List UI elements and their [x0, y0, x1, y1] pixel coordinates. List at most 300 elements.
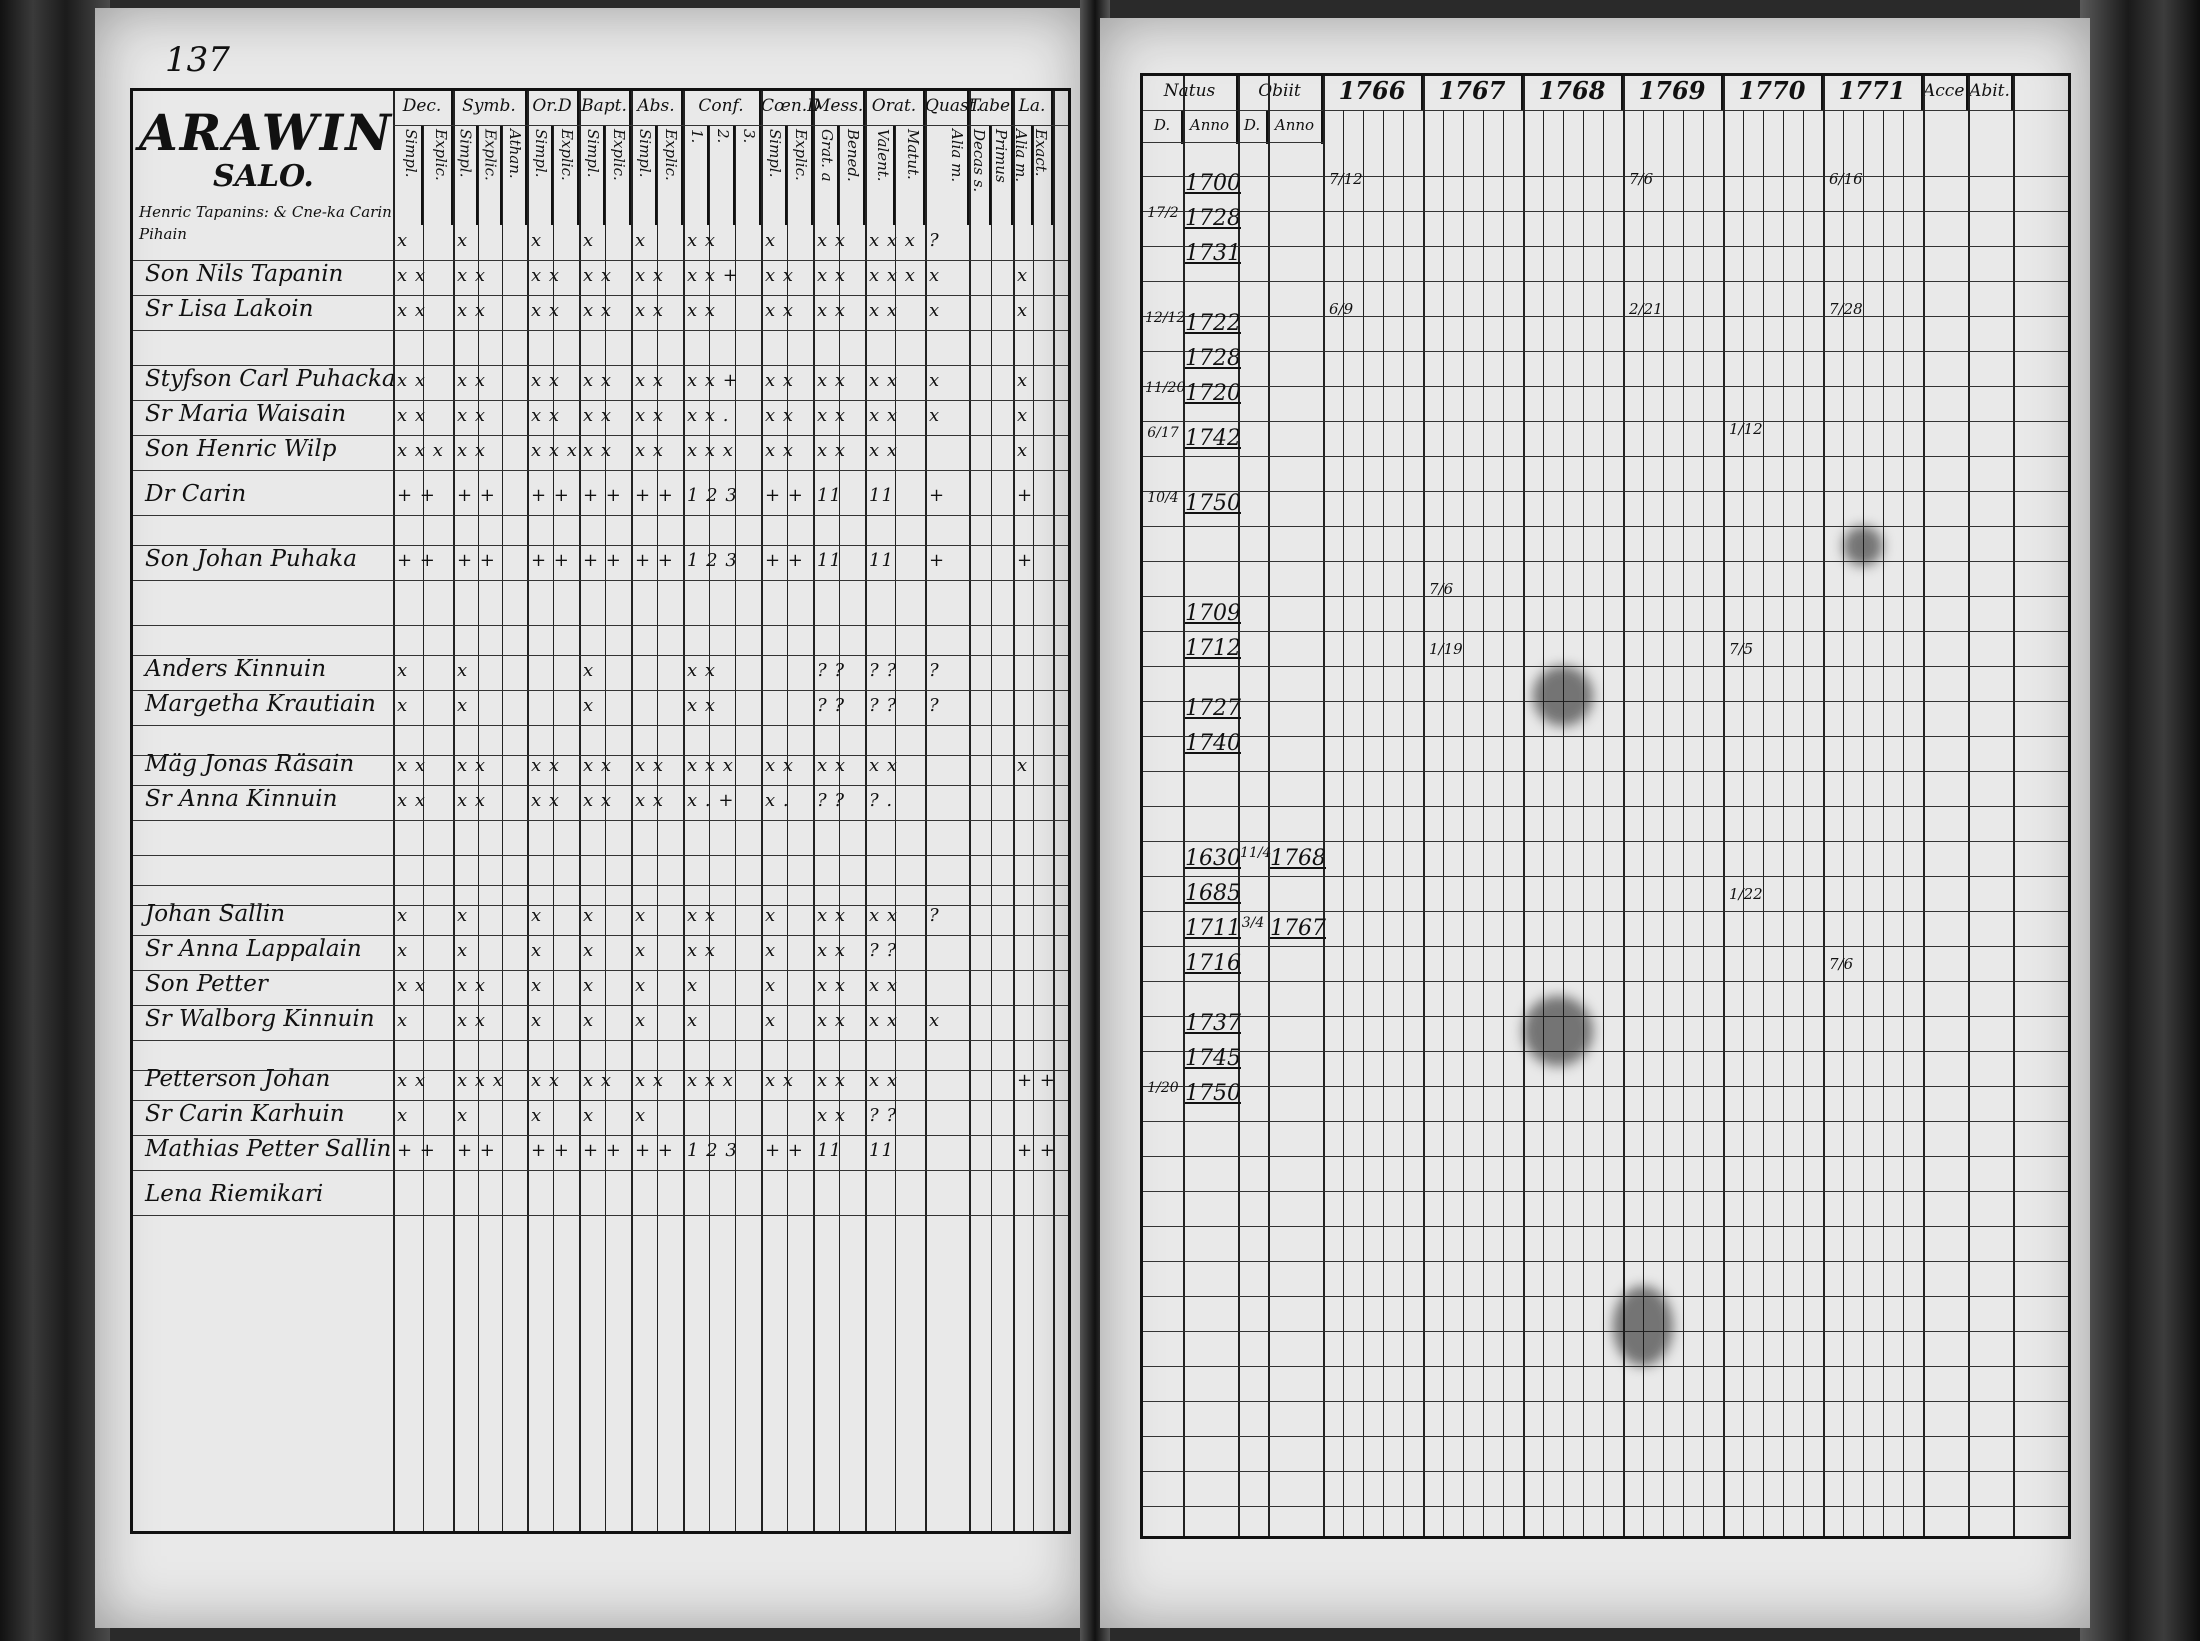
catechism-mark: x — [583, 230, 595, 251]
catechism-mark: x x — [869, 370, 899, 391]
row-rule — [1143, 351, 2068, 352]
catechism-mark: x x — [635, 755, 665, 776]
column-header-6: Cœn.D — [761, 91, 813, 125]
row-rule — [133, 1215, 1068, 1216]
row-rule — [1143, 736, 2068, 737]
person-name: Sr Walborg Kinnuin — [145, 1006, 375, 1032]
ink-smudge — [1613, 1286, 1673, 1366]
row-rule — [1143, 1016, 2068, 1017]
row-rule — [1143, 1331, 2068, 1332]
column-header-8: Orat. — [865, 91, 925, 125]
catechism-mark: x — [929, 300, 941, 321]
row-rule — [1143, 1261, 2068, 1262]
catechism-mark: x x — [765, 755, 795, 776]
row-rule — [1143, 281, 2068, 282]
catechism-mark: + + — [397, 485, 436, 506]
catechism-mark: x x — [765, 370, 795, 391]
catechism-mark: x x — [817, 1105, 847, 1126]
catechism-mark: + + — [1017, 1070, 1056, 1091]
birth-day: 11/20 — [1145, 380, 1186, 396]
birth-year: 1709 — [1185, 601, 1241, 626]
catechism-mark: x x — [765, 440, 795, 461]
death-year: 1768 — [1270, 846, 1326, 871]
attendance-tally: 1/19 — [1429, 640, 1463, 658]
column-subheader: Simpl. — [761, 125, 787, 225]
catechism-mark: 11 — [869, 1140, 894, 1161]
catechism-mark: ? — [929, 230, 940, 251]
catechism-mark: x x — [583, 300, 613, 321]
catechism-mark: x — [929, 370, 941, 391]
village-title: ARAWIN — [139, 103, 393, 162]
column-divider — [1053, 91, 1055, 1531]
row-rule — [133, 515, 1068, 516]
ink-smudge — [1533, 666, 1593, 726]
row-rule — [133, 855, 1068, 856]
catechism-mark: x x — [635, 300, 665, 321]
column-divider — [683, 91, 685, 1531]
birth-year: 1750 — [1185, 1081, 1241, 1106]
catechism-mark: + + — [397, 1140, 436, 1161]
person-name: Son Nils Tapanin — [145, 261, 344, 287]
catechism-mark: x x — [531, 370, 561, 391]
catechism-mark: 1 2 3 — [687, 485, 738, 506]
catechism-mark: x x — [457, 405, 487, 426]
sub-column-divider — [1603, 110, 1604, 1536]
catechism-mark: + + — [531, 485, 570, 506]
person-name: Petterson Johan — [145, 1066, 331, 1092]
sub-column-divider — [1463, 110, 1464, 1536]
catechism-mark: + + — [457, 1140, 496, 1161]
catechism-mark: x x — [397, 370, 427, 391]
catechism-mark: x x — [869, 1070, 899, 1091]
column-subheader: Simpl. — [527, 125, 553, 225]
catechism-mark: x x — [635, 405, 665, 426]
column-divider — [969, 91, 971, 1531]
birth-year: 1728 — [1185, 346, 1241, 371]
catechism-mark: x x — [457, 370, 487, 391]
household-head-note: Henric Tapanins: & Cne-ka Carin Pihain — [139, 203, 392, 243]
person-name: Son Henric Wilp — [145, 436, 337, 462]
catechism-mark: ? — [929, 695, 940, 716]
catechism-mark: x x x — [869, 265, 916, 286]
column-header-9: Quast. — [925, 91, 969, 125]
column-header-0: Dec. — [393, 91, 453, 125]
catechism-mark: + + — [1017, 1140, 1056, 1161]
birth-day: 1/20 — [1147, 1080, 1179, 1096]
column-header-4: Abs. — [631, 91, 683, 125]
birth-day: 17/2 — [1147, 205, 1179, 221]
catechism-mark: x — [635, 905, 647, 926]
catechism-mark: x x — [635, 370, 665, 391]
date-subheader: Anno — [1268, 110, 1323, 144]
person-name: Styfson Carl Puhacka — [145, 366, 396, 392]
catechism-mark: x x — [817, 905, 847, 926]
row-rule — [133, 820, 1068, 821]
sub-column-divider — [787, 125, 788, 1531]
attendance-tally: 7/12 — [1329, 170, 1363, 188]
column-subheader: Exact. — [1033, 125, 1053, 225]
row-rule — [1143, 246, 2068, 247]
attendance-tally: 7/28 — [1829, 300, 1863, 318]
row-rule — [133, 330, 1068, 331]
person-name: Mathias Petter Sallin — [145, 1136, 392, 1162]
birth-day: 10/4 — [1147, 490, 1179, 506]
catechism-mark: 11 — [869, 485, 894, 506]
sub-column-divider — [478, 125, 479, 1531]
attendance-tally: 2/21 — [1629, 300, 1663, 318]
person-name: Sr Lisa Lakoin — [145, 296, 314, 322]
catechism-mark: ? . — [869, 790, 894, 811]
column-subheader: 1. — [683, 125, 709, 225]
row-rule — [1143, 456, 2068, 457]
column-divider — [761, 91, 763, 1531]
catechism-mark: x x — [687, 940, 717, 961]
row-rule — [133, 625, 1068, 626]
catechism-mark: x x — [397, 755, 427, 776]
birth-year: 1740 — [1185, 731, 1241, 756]
year-header-8: Acce. — [1923, 76, 1968, 110]
catechism-mark: x — [457, 230, 469, 251]
catechism-mark: x x — [397, 790, 427, 811]
catechism-mark: ? ? — [869, 695, 898, 716]
catechism-mark: x — [635, 230, 647, 251]
catechism-mark: x — [687, 975, 699, 996]
sub-column-divider — [1503, 110, 1504, 1536]
column-subheader: Alia m. — [1013, 125, 1033, 225]
catechism-mark: x x — [817, 230, 847, 251]
catechism-mark: x — [397, 940, 409, 961]
catechism-mark: x x — [817, 975, 847, 996]
catechism-mark: x x — [765, 265, 795, 286]
catechism-mark: + + — [635, 550, 674, 571]
year-header-7: 1771 — [1823, 76, 1923, 110]
catechism-mark: x — [583, 905, 595, 926]
birth-year: 1716 — [1185, 951, 1241, 976]
catechism-mark: + — [1017, 485, 1034, 506]
catechism-mark: x x — [583, 790, 613, 811]
person-name: Son Johan Puhaka — [145, 546, 357, 572]
sub-column-divider — [502, 125, 503, 1531]
person-name: Anders Kinnuin — [145, 656, 327, 682]
row-rule — [133, 885, 1068, 886]
catechism-mark: 1 2 3 — [687, 1140, 738, 1161]
catechism-mark: x x — [635, 265, 665, 286]
sub-column-divider — [1783, 110, 1784, 1536]
attendance-tally: 7/6 — [1829, 955, 1854, 973]
catechism-mark: x — [583, 1105, 595, 1126]
catechism-mark: x x — [635, 790, 665, 811]
catechism-mark: x — [929, 405, 941, 426]
catechism-mark: x x — [635, 440, 665, 461]
catechism-mark: x — [531, 975, 543, 996]
column-header-1: Symb. — [453, 91, 527, 125]
catechism-mark: x — [531, 230, 543, 251]
catechism-mark: + + — [531, 1140, 570, 1161]
catechism-mark: x x — [583, 370, 613, 391]
attendance-tally: 7/5 — [1729, 640, 1754, 658]
birth-year: 1727 — [1185, 696, 1241, 721]
year-header-3: 1767 — [1423, 76, 1523, 110]
row-rule — [1143, 841, 2068, 842]
column-subheader: Grat. a — [813, 125, 839, 225]
attendance-tally: 7/6 — [1429, 580, 1454, 598]
catechism-mark: x x — [687, 660, 717, 681]
catechism-mark: 11 — [817, 485, 842, 506]
row-rule — [1143, 421, 2068, 422]
column-subheader: Simpl. — [579, 125, 605, 225]
year-header-6: 1770 — [1723, 76, 1823, 110]
column-header-10: Tabe. — [969, 91, 1013, 125]
row-rule — [1143, 1051, 2068, 1052]
catechism-mark: x x x — [457, 1070, 504, 1091]
row-rule — [1143, 1121, 2068, 1122]
catechism-mark: x x — [869, 1010, 899, 1031]
row-rule — [1143, 806, 2068, 807]
sub-column-divider — [423, 125, 424, 1531]
birth-year: 1700 — [1185, 171, 1241, 196]
catechism-mark: x x — [583, 1070, 613, 1091]
catechism-mark: x x — [817, 940, 847, 961]
row-rule — [1143, 946, 2068, 947]
catechism-mark: x x — [531, 1070, 561, 1091]
sub-column-divider — [709, 125, 710, 1531]
catechism-mark: x . — [765, 790, 790, 811]
row-rule — [1143, 666, 2068, 667]
header-rule — [1143, 142, 1323, 143]
catechism-mark: ? — [929, 660, 940, 681]
sub-column-divider — [1583, 110, 1584, 1536]
column-subheader: Decas s. — [969, 125, 991, 225]
row-rule — [133, 470, 1068, 471]
sub-column-divider — [1703, 110, 1704, 1536]
column-divider — [527, 91, 529, 1531]
catechism-mark: x — [635, 1010, 647, 1031]
catechism-mark: x — [1017, 300, 1029, 321]
row-rule — [1143, 596, 2068, 597]
row-rule — [1143, 876, 2068, 877]
ink-smudge — [1843, 526, 1883, 566]
row-rule — [1143, 771, 2068, 772]
catechism-mark: x — [635, 940, 647, 961]
catechism-mark: x — [765, 1010, 777, 1031]
catechism-mark: + + — [457, 550, 496, 571]
catechism-mark: x — [397, 695, 409, 716]
person-name: Sr Anna Kinnuin — [145, 786, 338, 812]
attendance-tally: 6/9 — [1329, 300, 1354, 318]
catechism-mark: x x — [817, 440, 847, 461]
catechism-mark: x x — [765, 300, 795, 321]
person-name: Mäg Jonas Räsain — [145, 751, 355, 777]
ink-smudge — [1523, 996, 1593, 1066]
year-header-4: 1768 — [1523, 76, 1623, 110]
column-subheader: Explic. — [423, 125, 453, 225]
catechism-mark: x x x — [687, 1070, 734, 1091]
right-page — [1100, 18, 2090, 1628]
year-header-1: Obiit — [1238, 76, 1323, 110]
catechism-mark: x x — [869, 905, 899, 926]
catechism-mark: x x — [687, 695, 717, 716]
column-subheader: Bened. — [839, 125, 865, 225]
attendance-tally: 1/12 — [1729, 420, 1763, 438]
catechism-mark: x — [1017, 265, 1029, 286]
catechism-mark: x — [457, 1105, 469, 1126]
catechism-mark: x x — [457, 975, 487, 996]
page-number: 137 — [165, 40, 230, 80]
catechism-mark: x x — [583, 755, 613, 776]
catechism-mark: x x — [531, 265, 561, 286]
catechism-mark: x — [1017, 440, 1029, 461]
catechism-mark: x — [397, 905, 409, 926]
sub-column-divider — [991, 125, 992, 1531]
catechism-mark: x x — [583, 405, 613, 426]
birth-year: 1731 — [1185, 241, 1241, 266]
sub-column-divider — [1363, 110, 1364, 1536]
catechism-mark: x — [397, 1010, 409, 1031]
catechism-mark: x x — [457, 790, 487, 811]
catechism-mark: x — [583, 695, 595, 716]
column-subheader: Explic. — [657, 125, 683, 225]
catechism-mark: x x — [397, 405, 427, 426]
catechism-mark: x — [687, 1010, 699, 1031]
sub-column-divider — [657, 125, 658, 1531]
catechism-mark: + + — [583, 550, 622, 571]
catechism-mark: + — [929, 485, 946, 506]
column-header-5: Conf. — [683, 91, 761, 125]
catechism-mark: ? ? — [817, 695, 846, 716]
sub-column-divider — [1763, 110, 1764, 1536]
sub-column-divider — [895, 125, 896, 1531]
row-rule — [1143, 701, 2068, 702]
date-subheader: Anno — [1183, 110, 1238, 144]
row-rule — [133, 725, 1068, 726]
sub-column-divider — [1403, 110, 1404, 1536]
catechism-mark: + + — [635, 1140, 674, 1161]
catechism-mark: ? ? — [817, 790, 846, 811]
row-rule — [1143, 1226, 2068, 1227]
birth-year: 1742 — [1185, 426, 1241, 451]
column-header-2: Or.D — [527, 91, 579, 125]
column-subheader: Explic. — [478, 125, 503, 225]
row-rule — [1143, 1156, 2068, 1157]
header-rule — [393, 125, 1068, 126]
person-name: Margetha Krautiain — [145, 691, 376, 717]
catechism-mark: + — [1017, 550, 1034, 571]
catechism-mark: x x — [457, 300, 487, 321]
right-ledger-table — [1140, 73, 2071, 1539]
catechism-mark: x x — [397, 975, 427, 996]
catechism-mark: x x — [397, 265, 427, 286]
catechism-mark: x x — [817, 300, 847, 321]
column-subheader: Simpl. — [393, 125, 423, 225]
column-divider — [813, 91, 815, 1531]
catechism-mark: x — [531, 940, 543, 961]
catechism-mark: x x — [869, 300, 899, 321]
catechism-mark: x — [531, 905, 543, 926]
catechism-mark: x x — [531, 790, 561, 811]
row-rule — [1143, 981, 2068, 982]
header-rule — [1143, 110, 2068, 111]
catechism-mark: x x — [817, 1070, 847, 1091]
catechism-mark: x x — [817, 755, 847, 776]
catechism-mark: x — [531, 1010, 543, 1031]
catechism-mark: x x — [869, 440, 899, 461]
birth-year: 1720 — [1185, 381, 1241, 406]
sub-column-divider — [1843, 110, 1844, 1536]
catechism-mark: ? ? — [869, 660, 898, 681]
catechism-mark: x — [635, 975, 647, 996]
birth-year: 1712 — [1185, 636, 1241, 661]
book-binding-left — [0, 0, 110, 1641]
catechism-mark: 11 — [817, 550, 842, 571]
catechism-mark: x — [397, 660, 409, 681]
catechism-mark: x x x — [531, 440, 578, 461]
catechism-mark: x x — [583, 265, 613, 286]
year-header-9: Abit. — [1968, 76, 2013, 110]
catechism-mark: + + — [635, 485, 674, 506]
person-name: Johan Sallin — [145, 901, 286, 927]
catechism-mark: x x — [765, 1070, 795, 1091]
catechism-mark: x x . — [687, 405, 730, 426]
catechism-mark: ? ? — [869, 940, 898, 961]
row-rule — [1143, 1296, 2068, 1297]
birth-year: 1750 — [1185, 491, 1241, 516]
catechism-mark: x x — [817, 405, 847, 426]
birth-year: 1685 — [1185, 881, 1241, 906]
catechism-mark: x — [457, 905, 469, 926]
column-header-7: Mess. — [813, 91, 865, 125]
catechism-mark: x x — [457, 265, 487, 286]
sub-column-divider — [1563, 110, 1564, 1536]
year-header-5: 1769 — [1623, 76, 1723, 110]
column-header-3: Bapt. — [579, 91, 631, 125]
row-rule — [1143, 176, 2068, 177]
catechism-mark: x — [457, 695, 469, 716]
catechism-mark: x — [583, 940, 595, 961]
birth-day: 6/17 — [1147, 425, 1179, 441]
catechism-mark: x — [635, 1105, 647, 1126]
sub-column-divider — [735, 125, 736, 1531]
column-subheader: Athan. — [502, 125, 527, 225]
column-divider — [579, 91, 581, 1531]
catechism-mark: + + — [765, 1140, 804, 1161]
catechism-mark: x x — [817, 265, 847, 286]
death-year: 1767 — [1270, 916, 1326, 941]
column-subheader: 2. — [709, 125, 735, 225]
attendance-tally: 6/16 — [1829, 170, 1863, 188]
catechism-mark: x — [583, 660, 595, 681]
date-subheader: D. — [1143, 110, 1183, 144]
column-divider — [631, 91, 633, 1531]
column-subheader: Simpl. — [453, 125, 478, 225]
person-name: Sr Maria Waisain — [145, 401, 347, 427]
catechism-mark: + + — [765, 550, 804, 571]
catechism-mark: + + — [583, 485, 622, 506]
catechism-mark: x x — [817, 1010, 847, 1031]
catechism-mark: x x + — [687, 265, 739, 286]
sub-column-divider — [1543, 110, 1544, 1536]
catechism-mark: x — [531, 1105, 543, 1126]
catechism-mark: + + — [457, 485, 496, 506]
death-day: 11/4 — [1240, 845, 1272, 861]
column-divider — [453, 91, 455, 1531]
catechism-mark: + + — [397, 550, 436, 571]
sub-column-divider — [1343, 110, 1344, 1536]
person-name: Lena Riemikari — [145, 1181, 324, 1207]
catechism-mark: ? ? — [869, 1105, 898, 1126]
row-rule — [1143, 1401, 2068, 1402]
birth-year: 1737 — [1185, 1011, 1241, 1036]
catechism-mark: x x — [457, 1010, 487, 1031]
